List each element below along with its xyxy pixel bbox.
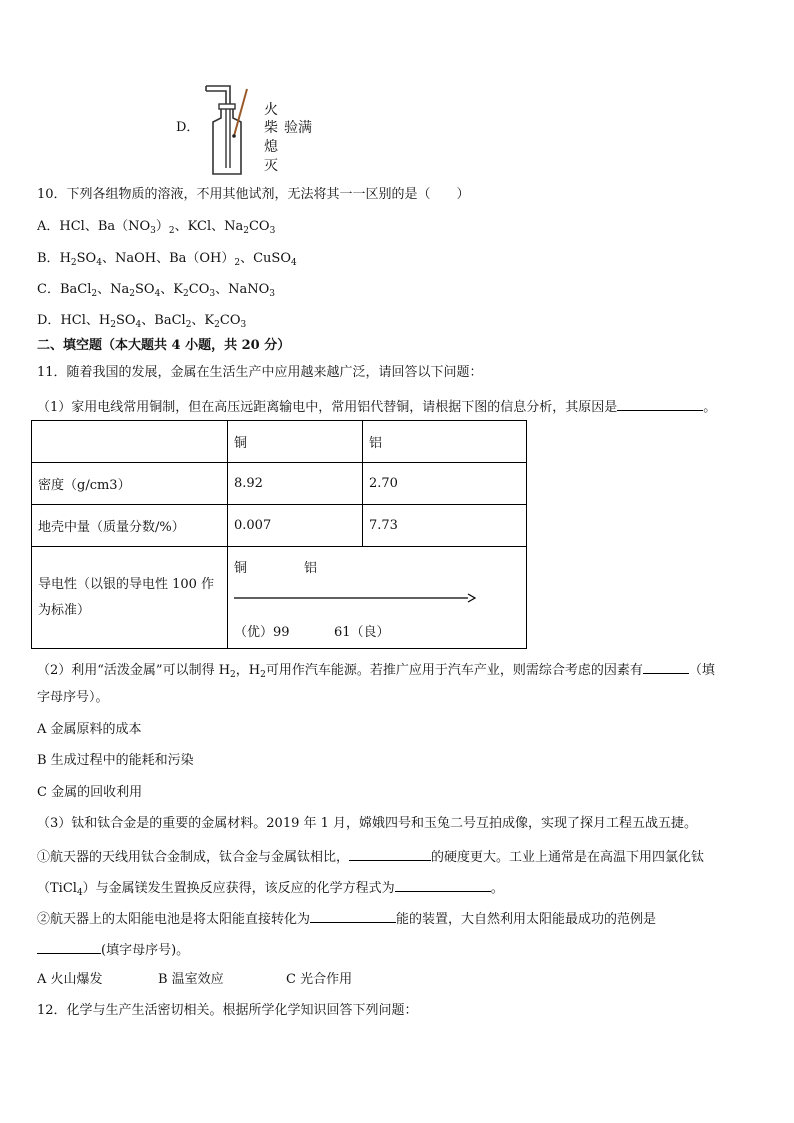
- metal-property-table: [31, 420, 527, 649]
- q11-part3: （3）钛和钛合金是的重要的金属材料。2019 年 1 月，嫦娥四号和玉兔二号互拍成像，实现了探月工程五战五捷。: [37, 816, 698, 831]
- answer-blank[interactable]: [643, 659, 689, 674]
- scale-aluminum-value: 61（良）: [334, 625, 390, 640]
- q9-option-d-label: D．: [176, 120, 200, 135]
- q11-part2: （2）利用“活泼金属”可以制得 $H_2$，$H_2$可用作汽车能源。若推广应用于汽车产业，则需综合考虑的因素有 （填: [37, 659, 715, 680]
- q11-part3-2-option-b: B 温室效应: [158, 972, 224, 987]
- q11-part2-line2: 字母序号）。: [37, 690, 109, 705]
- q10-option-a: A．HCl、$Ba(NO_3)_2$、KCl、$Na_2CO_3$: [37, 219, 276, 236]
- q11-part3-2-cont: (填字母序号)。: [37, 939, 189, 960]
- q11-part3-2-option-c: C 光合作用: [286, 972, 353, 987]
- section-heading: 二、填空题（本大题共 4 小题，共 20 分）: [37, 338, 291, 353]
- q11-part1: （1）家用电线常用铜制，但在高压远距离输电中，常用铝代替铜，请根据下图的信息分析，其原因是 。: [37, 396, 716, 417]
- q11-part3-1: ①航天器的天线用钛合金制成，钛合金与金属钛相比， 的硬度更大。工业上通常是在高温下用四氯化钛: [37, 846, 704, 867]
- q11-part3-1-cont: （TiCl$_4$）与金属镁发生置换反应获得，该反应的化学方程式为 。: [37, 877, 504, 898]
- q11-part3-2: ②航天器上的太阳能电池是将太阳能直接转化为 能的装置，大自然利用太阳能最成功的范例是: [37, 908, 656, 929]
- table-row: 密度（g/cm3） 8.92 2.70: [32, 463, 527, 505]
- apparatus-label-char-2: 柴: [264, 120, 278, 136]
- answer-blank[interactable]: [395, 877, 491, 892]
- q11-part2-option-a: A 金属原料的成本: [37, 722, 142, 737]
- answer-blank[interactable]: [310, 908, 396, 923]
- table-header-row: 铜 铝: [32, 421, 527, 463]
- answer-blank[interactable]: [349, 846, 431, 861]
- q11-part3-2-option-a: A 火山爆发: [37, 972, 103, 987]
- table-row: 地壳中量（质量分数/%） 0.007 7.73: [32, 505, 527, 547]
- conductivity-label-line1: 导电性（以银的导电性 100 作: [38, 576, 215, 592]
- apparatus-label-side: 验满: [284, 120, 312, 136]
- q10-stem: 10．下列各组物质的溶液，不用其他试剂，无法将其一一区别的是（ ）: [37, 187, 470, 202]
- answer-blank[interactable]: [617, 396, 703, 411]
- apparatus-label-char-1: 火: [264, 102, 278, 118]
- scale-aluminum-label: 铝: [304, 561, 318, 576]
- apparatus-label-char-4: 灭: [264, 158, 278, 174]
- apparatus-label-char-3: 熄: [264, 139, 278, 155]
- conductivity-arrow: [232, 593, 476, 603]
- q12-stem: 12．化学与生产生活密切相关。根据所学化学知识回答下列问题：: [37, 1003, 418, 1018]
- q11-part2-option-c: C 金属的回收利用: [37, 785, 143, 800]
- scale-copper-label: 铜: [234, 561, 248, 576]
- q10-option-c: C．BaCl$_2$、$Na_2SO_4$、$K_2CO_3$、NaNO$_3$: [37, 282, 275, 299]
- table-row-conductivity: [32, 547, 527, 649]
- answer-blank[interactable]: [37, 939, 101, 954]
- conductivity-scale-cell: [228, 547, 527, 649]
- q10-option-b: B．$H_2SO_4$、NaOH、$Ba(OH)_2$、CuSO$_4$: [37, 251, 297, 268]
- q11-part2-option-b: B 生成过程中的能耗和污染: [37, 753, 194, 768]
- q11-stem: 11．随着我国的发展，金属在生活生产中应用越来越广泛，请回答以下问题：: [37, 365, 483, 380]
- gas-collection-bottle-diagram: [200, 84, 262, 178]
- scale-copper-value: （优）99: [234, 625, 290, 640]
- q10-option-d: D．HCl、$H_2SO_4$、BaCl$_2$、$K_2CO_3$: [37, 313, 247, 330]
- conductivity-label-line2: 为标准）: [38, 602, 91, 618]
